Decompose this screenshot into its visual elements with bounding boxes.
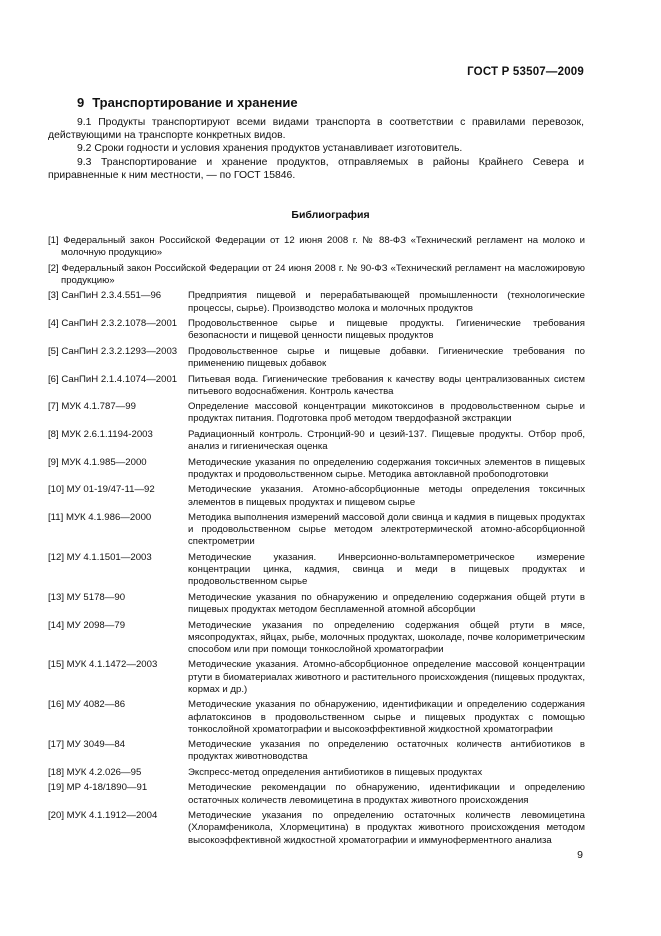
bibliography-list: [48, 235, 585, 850]
entry-text: Методические указания по обнаружению, идентификации и определению содержания афлатоксинов в продовольственном сырье и пищевых продуктах с помощью тонкослойной хроматографии и высокоэффективной жидкостной хроматографии: [188, 699, 585, 735]
document-id-header: ГОСТ Р 53507—2009: [467, 66, 584, 78]
section-heading: [77, 95, 298, 110]
paragraph-9-2: 9.2 Сроки годности и условия хранения продуктов устанавливает изготовитель.: [77, 143, 463, 155]
entry-code: [15] МУК 4.1.1472—2003: [48, 659, 158, 671]
entry-text: Методические указания. Атомно-абсорбционные методы определения токсичных элементов в пищевых продуктах и пищевом сырье: [188, 484, 585, 508]
bibliography-entry: [48, 782, 585, 806]
bibliography-entry: [1] Федеральный закон Российской Федерации от 12 июня 2008 г. № 88-ФЗ «Технический регламент на молоко и молочную продукцию»: [48, 235, 585, 259]
bibliography-entry: [48, 699, 585, 736]
entry-text: Методические указания по определению остаточных количеств левомицетина (Хлорамфеникола, Хлормецитина) в продуктах животного происхождения методом высокоэффективной жидкостной хроматографии и иммуноферментного анализа: [188, 810, 585, 846]
bibliography-entry: [48, 290, 585, 314]
section-number: 9: [77, 95, 85, 110]
bibliography-entry: [48, 484, 585, 508]
paragraph-9-3: 9.3 Транспортирование и хранение продуктов, отправляемых в районы Крайнего Севера и приравненные к ним местности, — по ГОСТ 15846.: [48, 156, 584, 181]
entry-text: Методические указания по определению содержания общей ртути в мясе, мясопродуктах, яйцах, рыбе, молочных продуктах, шоколаде, почве колориметрическим способом или при помощи тонкослойной хроматографии: [188, 619, 585, 655]
entry-text: Методические указания. Атомно-абсорбционное определение массовой концентрации ртути в биоматериалах животного и растительного происхождения (пищевых продуктах, кормах и др.): [188, 659, 585, 695]
entry-text: Определение массовой концентрации микотоксинов в продовольственном сырье и продуктах питания. Подготовка проб методом твердофазной экстракции: [188, 401, 585, 425]
bibliography-entry: [48, 318, 585, 342]
entry-text: Радиационный контроль. Стронций-90 и цезий-137. Пищевые продукты. Отбор проб, анализ и гигиеническая оценка: [188, 428, 585, 453]
bibliography-entry: [2] Федеральный закон Российской Федерации от 24 июня 2008 г. № 90-ФЗ «Технический регламент на масложировую продукцию»: [48, 262, 585, 286]
page-number: 9: [577, 849, 583, 861]
bibliography-entry: [48, 457, 585, 481]
section-body: [48, 116, 584, 182]
entry-code: [20] МУК 4.1.1912—2004: [48, 810, 158, 822]
section-title: Транспортирование и хранение: [92, 95, 298, 110]
entry-code: [6] СанПиН 2.1.4.1074—2001: [48, 373, 178, 385]
bibliography-entry: [48, 659, 585, 696]
bibliography-title: Библиография: [291, 209, 370, 221]
entry-code: [14] МУ 2098—79: [48, 619, 126, 631]
entry-code: [3] СанПиН 2.3.4.551—96: [48, 290, 162, 302]
entry-text: Продовольственное сырье и пищевые продукты. Гигиенические требования безопасности и пищевой ценности пищевых продуктов: [188, 318, 585, 342]
entry-text: Продовольственное сырье и пищевые добавки. Гигиенические требования по применению пищевых добавок: [188, 345, 585, 370]
entry-code: [17] МУ 3049—84: [48, 739, 126, 751]
entry-text: Экспресс-метод определения антибиотиков в пищевых продуктах: [188, 766, 483, 778]
entry-code: [11] МУК 4.1.986—2000: [48, 512, 152, 524]
entry-code: [16] МУ 4082—86: [48, 699, 126, 711]
entry-code: [8] МУК 2.6.1.1194-2003: [48, 428, 153, 440]
bibliography-entry: [48, 767, 585, 779]
entry-text: Методические указания по обнаружению и определению содержания общей ртути в пищевых продуктах методом беспламенной атомной абсорбции: [188, 591, 585, 616]
entry-text: Методические указания по определению содержания токсичных элементов в пищевых продуктах и продовольственном сырье. Методика автоклавной пробоподготовки: [188, 456, 585, 480]
bibliography-entry: [48, 512, 585, 549]
entry-code: [9] МУК 4.1.985—2000: [48, 456, 147, 468]
entry-text: Предприятия пищевой и перерабатывающей промышленности (технологические процессы, сырье). Производство молока и молочных продуктов: [188, 290, 585, 314]
bibliography-entry: [48, 401, 585, 425]
entry-text: Методические рекомендации по обнаружению, идентификации и определению остаточных количеств левомицетина в продуктах животного происхождения: [188, 782, 585, 806]
entry-text: Питьевая вода. Гигиенические требования к качеству воды централизованных систем питьевого водоснабжения. Контроль качества: [188, 373, 585, 397]
entry-code: [13] МУ 5178—90: [48, 591, 126, 603]
bibliography-entry: [48, 620, 585, 657]
bibliography-entry: [48, 552, 585, 589]
entry-code: [19] МР 4-18/1890—91: [48, 782, 148, 794]
entry-code: [7] МУК 4.1.787—99: [48, 401, 136, 413]
bibliography-entry: [48, 810, 585, 847]
entry-code: [5] СанПиН 2.3.2.1293—2003: [48, 345, 178, 357]
entry-text: Методика выполнения измерений массовой доли свинца и кадмия в пищевых продуктах и продовольственном сырье методом электротермической атомно-абсорбционной спектрометрии: [188, 512, 585, 548]
paragraph-9-1: 9.1 Продукты транспортируют всеми видами транспорта в соответствии с правилами перевозок, действующими на транспорте конкретных видов.: [48, 117, 584, 142]
bibliography-entry: [48, 739, 585, 763]
entry-code: [18] МУК 4.2.026—95: [48, 766, 142, 778]
entry-code: [4] СанПиН 2.3.2.1078—2001: [48, 318, 178, 330]
bibliography-entry: [48, 374, 585, 398]
bibliography-entry: [48, 429, 585, 453]
entry-code: [10] МУ 01-19/47-11—92: [48, 484, 155, 496]
entry-text: Методические указания. Инверсионно-вольтамперометрическое измерение концентрации цинка, кадмия, свинца и меди в пищевых продуктах и продовольственном сырье: [188, 551, 585, 588]
bibliography-entry: [48, 592, 585, 616]
entry-code: [12] МУ 4.1.1501—2003: [48, 551, 152, 563]
entry-text: Методические указания по определению остаточных количеств антибиотиков в продуктах животноводства: [188, 739, 585, 763]
bibliography-entry: [48, 346, 585, 370]
